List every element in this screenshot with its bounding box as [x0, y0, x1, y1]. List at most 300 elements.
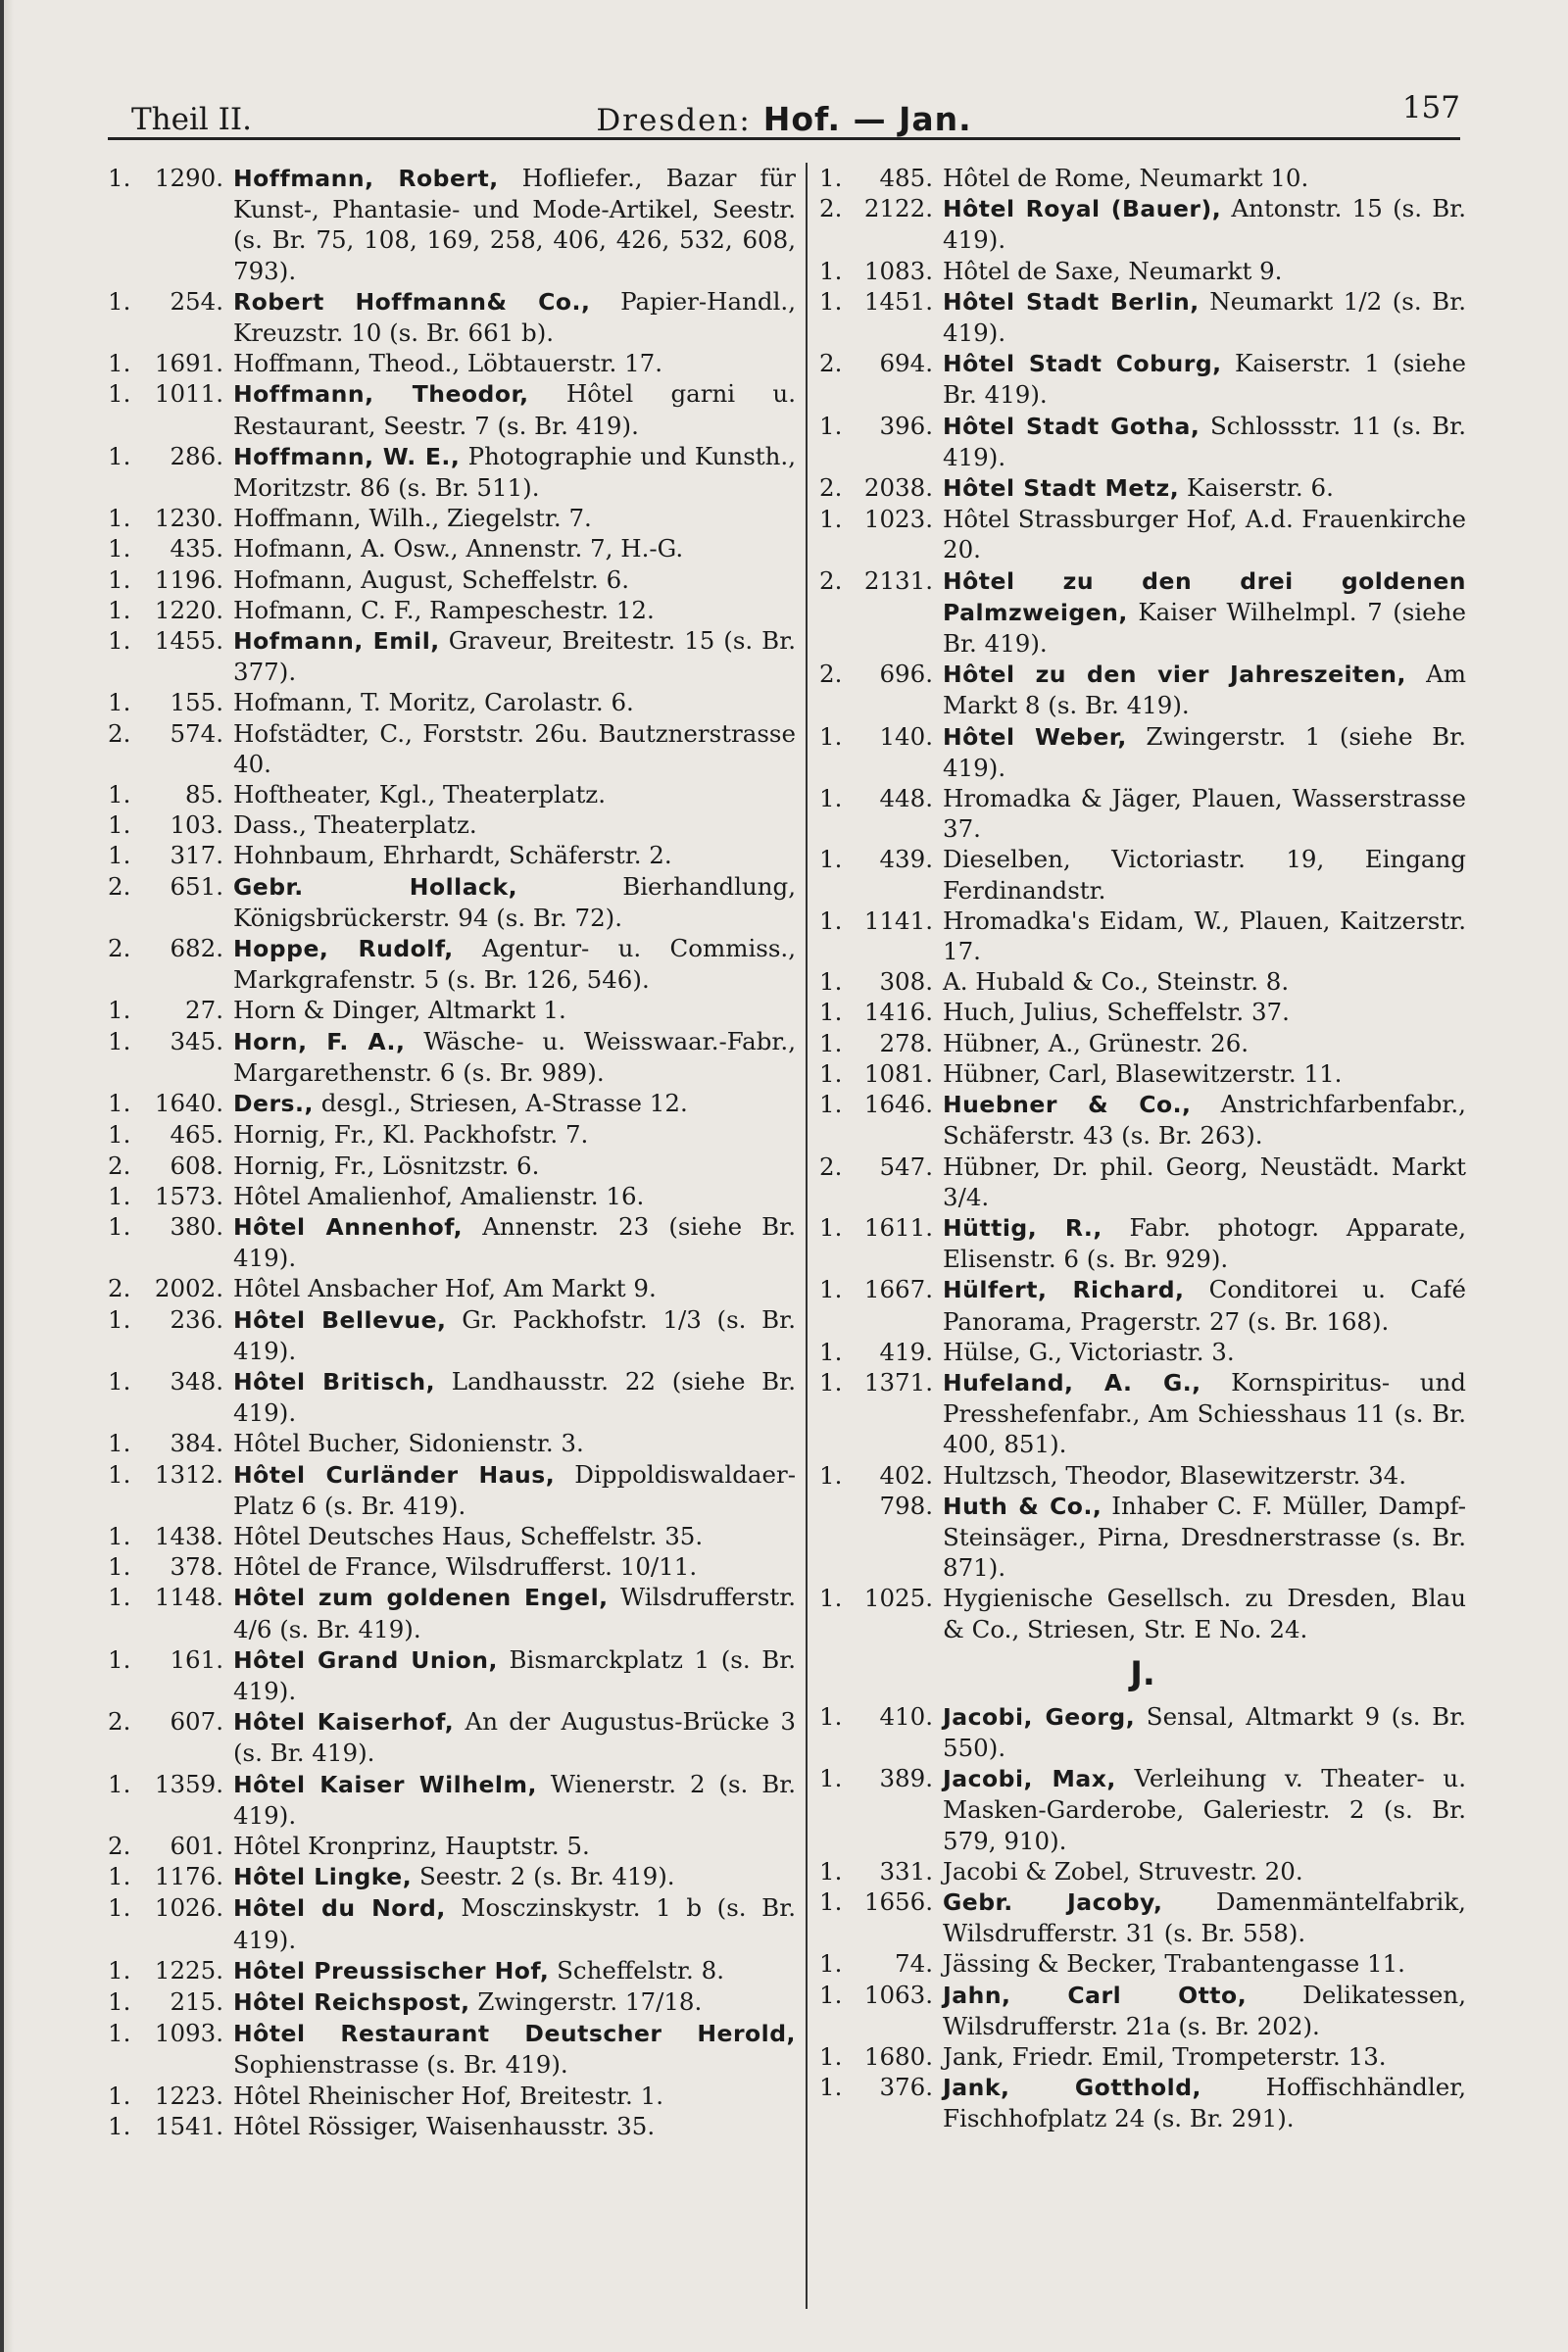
entry-text [233, 625, 796, 687]
entry-text [943, 193, 1466, 255]
entry-details: Hôtel Ansbacher Hof, Am Markt 9. [233, 1274, 657, 1303]
phone-number: 1371. [863, 1367, 933, 1396]
entry-name: Hoppe, Rudolf, [233, 935, 454, 963]
phone-number: 607. [170, 1707, 223, 1737]
book-number: 1. [108, 1026, 131, 1055]
entry-text [943, 721, 1466, 783]
directory-entry [819, 348, 1466, 410]
entry-details: Mosczinskystr. 1 b (s. Br. 419). [233, 1893, 796, 1954]
entry-text [943, 659, 1466, 720]
entry-details: Dippoldiswaldaer-Platz 6 (s. Br. 419). [233, 1459, 796, 1520]
entry-details: Wienerstr. 2 (s. Br. 419). [233, 1769, 797, 1830]
phone-number: 1646. [863, 1090, 933, 1119]
entry-name: Hoffmann, Robert, [233, 165, 499, 192]
book-number: 1. [819, 845, 843, 874]
book-spine-edge [0, 0, 14, 2352]
entry-details: Kaiser Wilhelmpl. 7 (siehe Br. 419). [943, 597, 1466, 659]
book-number: 1. [819, 1367, 843, 1396]
directory-entry [819, 1212, 1466, 1274]
entry-text [233, 1769, 796, 1831]
running-title [108, 100, 1460, 138]
entry-details: Sensal, Altmarkt 9 (s. Br. 550). [943, 1701, 1466, 1762]
phone-number: 2122. [863, 194, 933, 223]
entry-details: Photographie und Kunsth., Moritzstr. 86 (s. Br. 511). [233, 441, 796, 503]
entry-details: Hôtel de Saxe, Neumarkt 9. [943, 256, 1283, 285]
entry-details: Zwingerstr. 17/18. [477, 1986, 703, 2016]
directory-entry [108, 840, 796, 870]
entry-name: Huebner & Co., [943, 1091, 1192, 1119]
directory-entry [108, 595, 796, 625]
entry-name: Hôtel Stadt Berlin, [943, 287, 1200, 316]
book-number: 2. [819, 473, 843, 503]
entry-text [943, 844, 1466, 905]
phone-number: 694. [879, 349, 933, 378]
entry-name: Hôtel Kaiser Wilhelm, [233, 1770, 537, 1798]
phone-number: 1063. [863, 1980, 933, 2009]
book-number: 2. [108, 718, 131, 748]
entry-details: Kaiserstr. 6. [1186, 473, 1334, 503]
entry-details: Wäsche- u. Weisswaar.-Fabr., Margarethenstr. 6 (s. Br. 989). [233, 1026, 796, 1087]
entry-text [233, 1428, 796, 1458]
directory-entry [108, 503, 796, 533]
directory-entry [108, 1088, 796, 1119]
phone-number: 278. [879, 1028, 933, 1057]
entry-text [233, 871, 796, 933]
book-number: 1. [108, 1986, 131, 2016]
section-heading: J. [1130, 1653, 1155, 1693]
directory-entry [108, 378, 796, 440]
entry-name: Hülfert, Richard, [943, 1276, 1185, 1304]
entry-details: Seestr. 2 (s. Br. 419). [418, 1862, 675, 1891]
entry-details: Scheffelstr. 8. [557, 1955, 724, 1984]
entry-details: Zwingerstr. 1 (siehe Br. 419). [943, 721, 1466, 782]
entry-name: Hoffmann, Theodor, [233, 380, 529, 409]
book-number: 1. [108, 1955, 131, 1984]
entry-text [233, 1273, 796, 1303]
directory-entry [108, 286, 796, 348]
phone-number: 547. [879, 1152, 933, 1181]
entry-text [943, 1367, 1466, 1460]
directory-entry [108, 1551, 796, 1582]
entry-text [233, 1986, 796, 2018]
entry-name: Hôtel zum goldenen Engel, [233, 1584, 609, 1612]
entry-name: Jacobi, Max, [943, 1765, 1116, 1793]
entry-details: Jacobi & Zobel, Struvestr. 20. [943, 1856, 1303, 1886]
book-number: 1. [108, 2081, 131, 2110]
entry-name: Hôtel Weber, [943, 722, 1127, 751]
phone-number: 161. [170, 1644, 223, 1674]
directory-entry [819, 844, 1466, 905]
entry-text [233, 1644, 796, 1706]
phone-number: 435. [170, 534, 223, 564]
book-number: 1. [108, 780, 131, 809]
phone-number: 1416. [863, 998, 933, 1027]
entry-text [233, 503, 796, 533]
directory-entry [108, 1151, 796, 1181]
entry-details: Annenstr. 23 (siehe Br. 419). [233, 1211, 796, 1273]
entry-details: Hôtel de Rome, Neumarkt 10. [943, 164, 1309, 192]
entry-text [943, 1701, 1466, 1763]
entry-text [943, 783, 1466, 844]
book-number: 1. [108, 1211, 131, 1241]
entry-details: Hornig, Fr., Kl. Packhofstr. 7. [233, 1120, 589, 1150]
directory-entry [108, 933, 796, 995]
book-number: 1. [819, 1764, 843, 1793]
entry-text [943, 1337, 1466, 1367]
directory-entry [819, 1763, 1466, 1856]
entry-text [943, 1491, 1466, 1584]
entry-text [233, 595, 796, 625]
book-number: 1. [819, 906, 843, 935]
phone-number: 1223. [154, 2081, 223, 2110]
phone-number: 376. [879, 2073, 933, 2102]
directory-entry [108, 1861, 796, 1892]
phone-number: 1081. [863, 1058, 933, 1088]
entry-text [233, 1955, 796, 1986]
entry-text [943, 1028, 1466, 1058]
entry-details: Hohnbaum, Ehrhardt, Schäferstr. 2. [233, 841, 672, 870]
phone-number: 317. [170, 841, 223, 870]
directory-entry [819, 1491, 1466, 1584]
book-number: 1. [819, 1058, 843, 1088]
directory-entry [108, 1211, 796, 1273]
left-column [108, 163, 796, 2323]
entry-details: Hornig, Fr., Lösnitzstr. 6. [233, 1151, 540, 1180]
phone-number: 696. [879, 660, 933, 689]
phone-number: 574. [170, 718, 223, 748]
entry-text [943, 1460, 1466, 1491]
entry-details: Dieselben, Victoriastr. 19, Eingang Ferdinandstr. [943, 845, 1466, 905]
phone-number: 378. [170, 1552, 223, 1582]
book-number: 1. [108, 504, 131, 533]
book-number: 1. [819, 1856, 843, 1886]
phone-number: 1025. [863, 1584, 933, 1613]
directory-entry [819, 659, 1466, 720]
book-number: 1. [819, 2041, 843, 2071]
entry-name: Hôtel Lingke, [233, 1863, 413, 1891]
phone-number: 1680. [863, 2041, 933, 2071]
book-number: 2. [108, 934, 131, 963]
entry-details: Sophienstrasse (s. Br. 419). [233, 2050, 568, 2080]
directory-entry [108, 533, 796, 564]
phone-number: 2131. [863, 565, 933, 595]
book-number: 2. [819, 194, 843, 223]
entry-name: Hôtel Stadt Coburg, [943, 350, 1222, 378]
book-number: 1. [819, 1949, 843, 1979]
book-number: 2. [819, 349, 843, 378]
entry-details: Antonstr. 15 (s. Br. 419). [943, 194, 1467, 255]
directory-entry [819, 966, 1466, 997]
entry-details: Hygienische Gesellsch. zu Dresden, Blau & Co., Striesen, Str. E No. 24. [943, 1584, 1466, 1643]
entry-text [233, 1861, 796, 1892]
entry-details: desgl., Striesen, A-Strasse 12. [320, 1089, 688, 1118]
entry-text [943, 411, 1466, 472]
phone-number: 439. [879, 845, 933, 874]
book-number: 2. [819, 565, 843, 595]
phone-number: 396. [879, 411, 933, 440]
book-number: 1. [108, 164, 131, 192]
phone-number: 1611. [863, 1212, 933, 1242]
entry-details: Hofmann, A. Osw., Annenstr. 7, H.-G. [233, 534, 684, 564]
entry-details: Hôtel garni u. Restaurant, Seestr. 7 (s. Br. 419). [233, 379, 796, 440]
directory-entry [108, 718, 796, 779]
entry-name: Hufeland, A. G., [943, 1368, 1201, 1396]
directory-entry [108, 1181, 796, 1211]
directory-entry [108, 1026, 796, 1088]
phone-number: 384. [170, 1429, 223, 1458]
phone-number: 1640. [154, 1089, 223, 1118]
book-number: 1. [108, 841, 131, 870]
entry-text [233, 533, 796, 564]
entry-name: Hôtel Britisch, [233, 1367, 436, 1396]
entry-name: Gebr. Hollack, [233, 872, 518, 901]
phone-number: 2038. [863, 473, 933, 503]
entry-details: Horn & Dinger, Altmarkt 1. [233, 996, 566, 1025]
book-number: 1. [108, 379, 131, 409]
entry-text [943, 256, 1466, 286]
entry-text [233, 840, 796, 870]
phone-number: 286. [170, 441, 223, 470]
phone-number: 1176. [154, 1862, 223, 1891]
directory-entry [819, 286, 1466, 348]
entry-text [233, 1304, 796, 1366]
book-number: 1. [108, 810, 131, 840]
book-number: 1. [819, 505, 843, 534]
entry-text [233, 2018, 796, 2080]
phone-number: 308. [879, 967, 933, 997]
book-number: 2. [108, 1274, 131, 1303]
book-number: 1. [108, 996, 131, 1025]
book-number: 1. [819, 2073, 843, 2102]
entry-text [233, 809, 796, 840]
phone-number: 1656. [863, 1886, 933, 1916]
book-number: 1. [108, 1120, 131, 1150]
directory-entry [819, 1583, 1466, 1643]
phone-number: 1312. [154, 1459, 223, 1489]
entry-details: Schlossstr. 11 (s. Br. 419). [943, 411, 1466, 471]
entry-text [233, 2111, 796, 2141]
entry-details: Jässing & Becker, Trabantengasse 11. [943, 1949, 1405, 1979]
directory-entry [819, 1028, 1466, 1058]
book-number: 1. [819, 721, 843, 751]
directory-entry [819, 1274, 1466, 1336]
columns [108, 163, 1467, 2323]
book-number: 1. [108, 688, 131, 717]
entry-text [233, 779, 796, 809]
phone-number: 1141. [863, 906, 933, 935]
directory-entry [108, 564, 796, 595]
phone-number: 140. [879, 721, 933, 751]
directory-entry [108, 1366, 796, 1428]
directory-entry [108, 625, 796, 687]
book-number: 1. [819, 286, 843, 316]
entry-details: Hromadka's Eidam, W., Plauen, Kaitzerstr. 17. [943, 906, 1466, 966]
entry-name: Hofmann, Emil, [233, 627, 440, 656]
book-number: 1. [108, 1429, 131, 1458]
phone-number: 1230. [154, 504, 223, 533]
directory-entry [108, 1119, 796, 1150]
book-number: 1. [819, 1701, 843, 1731]
entry-name: Huth & Co., [943, 1492, 1102, 1520]
entry-text [233, 1151, 796, 1181]
entry-text [233, 564, 796, 595]
directory-entry [108, 1644, 796, 1706]
phone-number: 1438. [154, 1521, 223, 1550]
directory-entry [108, 2081, 796, 2111]
directory-entry [108, 1582, 796, 1643]
directory-entry [819, 1948, 1466, 1979]
directory-entry [108, 1304, 796, 1366]
phone-number: 1220. [154, 595, 223, 624]
entry-text [943, 2072, 1466, 2133]
phone-number: 1667. [863, 1275, 933, 1304]
phone-number: 85. [185, 780, 223, 809]
book-number: 2. [108, 1151, 131, 1180]
entry-name: Hôtel Grand Union, [233, 1645, 498, 1674]
phone-number: 465. [170, 1120, 223, 1150]
phone-number: 608. [170, 1151, 223, 1180]
phone-number: 410. [879, 1701, 933, 1731]
entry-name: Hôtel Restaurant Deutscher Herold, [233, 2020, 796, 2048]
phone-number: 348. [170, 1366, 223, 1396]
book-number: 1. [819, 164, 843, 192]
directory-entry [108, 441, 796, 503]
book-number: 1. [108, 1862, 131, 1891]
book-number: 1. [819, 1337, 843, 1366]
entry-text [943, 163, 1466, 193]
entry-text [943, 504, 1466, 564]
entry-text [943, 1948, 1466, 1979]
entry-details: Bismarckplatz 1 (s. Br. 419). [233, 1644, 797, 1705]
entry-details: Hromadka & Jäger, Plauen, Wasserstrasse 37. [943, 784, 1466, 844]
entry-details: Hôtel Rheinischer Hof, Breitestr. 1. [233, 2081, 664, 2110]
book-number: 1. [819, 1584, 843, 1613]
book-number: 1. [819, 784, 843, 813]
entry-details: Hofstädter, C., Forststr. 26u. Bautznerstrasse 40. [233, 718, 796, 778]
right-column [819, 163, 1466, 2323]
entry-text [233, 286, 796, 348]
phone-number: 1026. [154, 1893, 223, 1923]
entry-text [233, 441, 796, 503]
phone-number: 1359. [154, 1769, 223, 1798]
entry-text [233, 1892, 796, 1954]
entry-text [943, 565, 1466, 660]
entry-text [943, 1274, 1466, 1336]
directory-entry [819, 721, 1466, 783]
entry-details: Verleihung v. Theater- u. Masken-Garderobe, Galeriestr. 2 (s. Br. 579, 910). [943, 1764, 1466, 1855]
book-number: 1. [819, 1275, 843, 1304]
book-number: 1. [819, 1028, 843, 1057]
entry-text [943, 997, 1466, 1027]
directory-entry [108, 2111, 796, 2141]
entry-text [233, 1181, 796, 1211]
entry-details: Conditorei u. Café Panorama, Pragerstr. 27 (s. Br. 168). [943, 1275, 1466, 1336]
entry-name: Hôtel Stadt Metz, [943, 474, 1180, 503]
entry-name: Horn, F. A., [233, 1027, 406, 1055]
phone-number: 485. [879, 164, 933, 192]
city-label: Dresden: [596, 103, 752, 138]
directory-entry [108, 871, 796, 933]
entry-details: Hôtel Rössiger, Waisenhausstr. 35. [233, 2111, 656, 2140]
book-number: 1. [819, 998, 843, 1027]
book-number: 1. [819, 967, 843, 997]
directory-entry [819, 504, 1466, 564]
column-divider [806, 163, 808, 2309]
phone-number: 402. [879, 1460, 933, 1490]
entry-name: Hôtel Annenhof, [233, 1212, 464, 1241]
entry-name: Hôtel zu den vier Jahreszeiten, [943, 661, 1406, 689]
directory-entry [819, 163, 1466, 193]
entry-name: Hôtel du Nord, [233, 1894, 446, 1923]
entry-name: Hôtel Reichspost, [233, 1987, 470, 2016]
phone-number: 215. [170, 1986, 223, 2016]
directory-entry [819, 997, 1466, 1027]
entry-text [943, 1980, 1466, 2041]
entry-details: Hoffmann, Theod., Löbtauerstr. 17. [233, 349, 663, 378]
directory-entry [819, 472, 1466, 504]
entry-text [233, 995, 796, 1025]
entry-name: Hüttig, R., [943, 1213, 1102, 1242]
entry-text [943, 906, 1466, 966]
entry-details: Hübner, A., Grünestr. 26. [943, 1028, 1250, 1057]
directory-entry [108, 1521, 796, 1551]
entry-text [943, 1058, 1466, 1089]
directory-entry [819, 1886, 1466, 1948]
entry-text [233, 1026, 796, 1088]
book-number: 1. [819, 1090, 843, 1119]
entry-name: Ders., [233, 1090, 314, 1118]
entry-text [943, 1212, 1466, 1274]
directory-entry [819, 1856, 1466, 1886]
entry-details: Am Markt 8 (s. Br. 419). [943, 660, 1466, 720]
phone-number: 331. [879, 1856, 933, 1886]
book-number: 1. [819, 1980, 843, 2009]
entry-details: Neumarkt 1/2 (s. Br. 419). [943, 286, 1466, 348]
directory-entry [108, 779, 796, 809]
phone-number: 448. [879, 784, 933, 813]
phone-number: 74. [895, 1949, 933, 1979]
entry-name: Jahn, Carl Otto, [943, 1981, 1248, 2009]
phone-number: 254. [170, 286, 223, 316]
entry-text [943, 1763, 1466, 1856]
book-number: 1. [108, 286, 131, 316]
entry-details: Delikatessen, Wilsdrufferstr. 21a (s. Br. 202). [943, 1980, 1466, 2040]
phone-number: 389. [879, 1764, 933, 1793]
book-number: 2. [108, 871, 131, 901]
entry-name: Jacobi, Georg, [943, 1702, 1136, 1731]
entry-text [943, 1856, 1466, 1886]
entry-details: Hôtel Kronprinz, Hauptstr. 5. [233, 1831, 590, 1860]
phone-number: 2002. [154, 1274, 223, 1303]
phone-number: 103. [170, 810, 223, 840]
phone-number: 601. [170, 1831, 223, 1860]
book-number: 1. [108, 2111, 131, 2140]
entry-text [233, 1582, 796, 1643]
directory-entry [819, 1337, 1466, 1367]
entry-text [233, 1211, 796, 1273]
entry-details: Kaiserstr. 1 (siehe Br. 419). [943, 349, 1466, 410]
directory-entry [819, 1367, 1466, 1460]
phone-number: 236. [170, 1304, 223, 1334]
directory-entry [108, 1428, 796, 1458]
entry-details: Wilsdrufferstr. 4/6 (s. Br. 419). [233, 1583, 796, 1643]
entry-details: Hofliefer., Bazar für Kunst-, Phantasie- und Mode-Artikel, Seestr. (s. Br. 75, 108, 169, 258, 406, 426, 532, 608, 793). [233, 164, 796, 285]
directory-entry [819, 1089, 1466, 1151]
book-number: 1. [108, 626, 131, 656]
phone-number: 651. [170, 871, 223, 901]
book-number: 1. [108, 1521, 131, 1550]
phone-number: 1691. [154, 349, 223, 378]
